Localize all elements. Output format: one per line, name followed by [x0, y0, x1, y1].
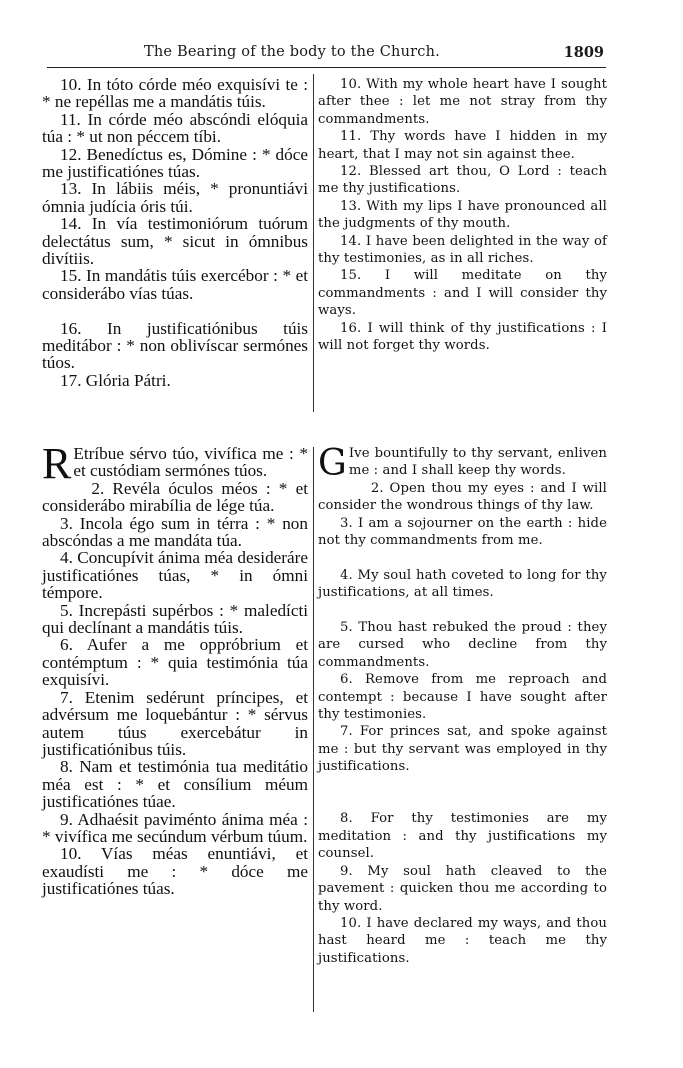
latin-verse: 6. Aufer a me oppróbrium et contémptum : * quia testimónia túa exquisívi. [42, 635, 308, 690]
latin-verse: 2. Revéla óculos méos : * et considerábo mirabília de lége túa. [42, 478, 308, 516]
page-number: 1809 [563, 44, 604, 61]
latin-verse: 12. Benedíctus es, Dómine : * dóce me justificatiónes túas. [42, 144, 308, 182]
english-verse: 3. I am a sojourner on the earth : hide not thy commandments from me. [318, 515, 607, 549]
running-title: The Bearing of the body to the Church. [144, 44, 440, 60]
english-verse: 8. For thy testimonies are my meditation : and thy justifications my counsel. [318, 811, 607, 862]
spacer [318, 793, 607, 810]
spacer [318, 602, 607, 619]
column-divider [313, 447, 314, 1012]
latin-verse: 15. In mandátis túis exercébor : * et considerábo vías túas. [42, 266, 308, 303]
running-head [47, 41, 606, 68]
english-verse: 9. My soul hath cleaved to the pavement : quicken thou me according to thy word. [318, 863, 607, 914]
latin-verse: 17. Glória Pátri. [60, 370, 171, 390]
latin-verse: 10. Vías méas enuntiávi, et exaudísti me : * dóce me justificatiónes túas. [42, 844, 308, 899]
latin-verse: 3. Incola égo sum in térra : * non abscóndas a me mandáta túa. [42, 513, 308, 551]
english-verse: 13. With my lips I have pronounced all the judgments of thy mouth. [318, 198, 607, 232]
english-verse: 10. I have declared my ways, and thou hast heard me : teach me thy justifications. [318, 915, 607, 966]
english-verse: 14. I have been delighted in the way of thy testimonies, as in all riches. [318, 233, 607, 267]
latin-verse: 16. In justificatiónibus túis meditábor : * non oblivíscar sermónes túos. [42, 318, 308, 373]
latin-verse: 11. In córde méo abscóndi elóquia túa : * ut non péccem tíbi. [42, 109, 308, 147]
latin-verse: 8. Nam et testimónia tua meditátio méa est : * et consílium méum justificatiónes túae. [42, 757, 308, 812]
english-verse: 4. My soul hath coveted to long for thy justifications, at all times. [318, 567, 607, 601]
latin-verse: 4. Concupívit ánima méa desideráre justificatiónes túas, * in ómni témpore. [42, 548, 308, 603]
english-verse: 10. With my whole heart have I sought after thee : let me not stray from thy commandments. [318, 77, 607, 127]
english-verse: 6. Remove from me reproach and contempt : because I have sought after thy testimonies. [318, 672, 607, 723]
english-verse: 16. I will think of thy justifications : I will not forget thy words. [318, 320, 607, 354]
drop-cap-initial: G [318, 443, 347, 484]
latin-column-section-2 [42, 439, 308, 899]
english-verse: 7. For princes sat, and spoke against me : but thy servant was employed in thy justifications. [318, 724, 607, 775]
latin-verse: 7. Etenim sedérunt príncipes, et advérsum me loquebántur : * sérvus autem túus exercebátur in justificatiónibus túis. [42, 687, 308, 759]
english-column-section-2 [318, 445, 607, 967]
latin-verse-first-text: Etríbue sérvo túo, vivífica me : * et custódiam sermónes túos. [73, 444, 308, 481]
latin-verse: 13. In lábiis méis, * pronuntiávi ómnia judícia óris túi. [42, 179, 308, 216]
english-column-section-1 [318, 76, 607, 355]
english-verse-first [318, 443, 607, 484]
english-verse: 2. Open thou my eyes : and I will consider the wondrous things of thy law. [318, 480, 607, 514]
latin-verse: 5. Increpásti supérbos : * maledícti qui declínant a mandátis túis. [42, 600, 308, 638]
latin-verse-first [42, 439, 308, 488]
english-verse: 11. Thy words have I hidden in my heart, that I may not sin against thee. [318, 129, 607, 162]
drop-cap-initial: R [42, 439, 72, 488]
spacer [318, 549, 607, 566]
spacer [318, 776, 607, 793]
latin-verse: 14. In vía testimoniórum tuórum delectátus sum, * sicut in ómnibus divítiis. [42, 214, 308, 269]
latin-column-section-1 [42, 76, 308, 389]
column-divider [313, 74, 314, 412]
latin-verse: 10. In tóto córde méo exquisívi te : * ne repéllas me a mandátis túis. [42, 75, 308, 112]
latin-verse: 9. Adhaésit paviménto ánima méa : * vivífica me secúndum vérbum túum. [42, 809, 308, 846]
spacer [42, 302, 308, 319]
english-verse: 5. Thou hast rebuked the proud : they are cursed who decline from thy commandments. [318, 620, 607, 670]
english-verse: 15. I will meditate on thy commandments : and I will consider thy ways. [318, 268, 607, 319]
english-verse: 12. Blessed art thou, O Lord : teach me thy justifications. [318, 164, 607, 197]
english-verse-first-text: Ive bountifully to thy servant, enliven me : and I shall keep thy words. [348, 446, 607, 479]
